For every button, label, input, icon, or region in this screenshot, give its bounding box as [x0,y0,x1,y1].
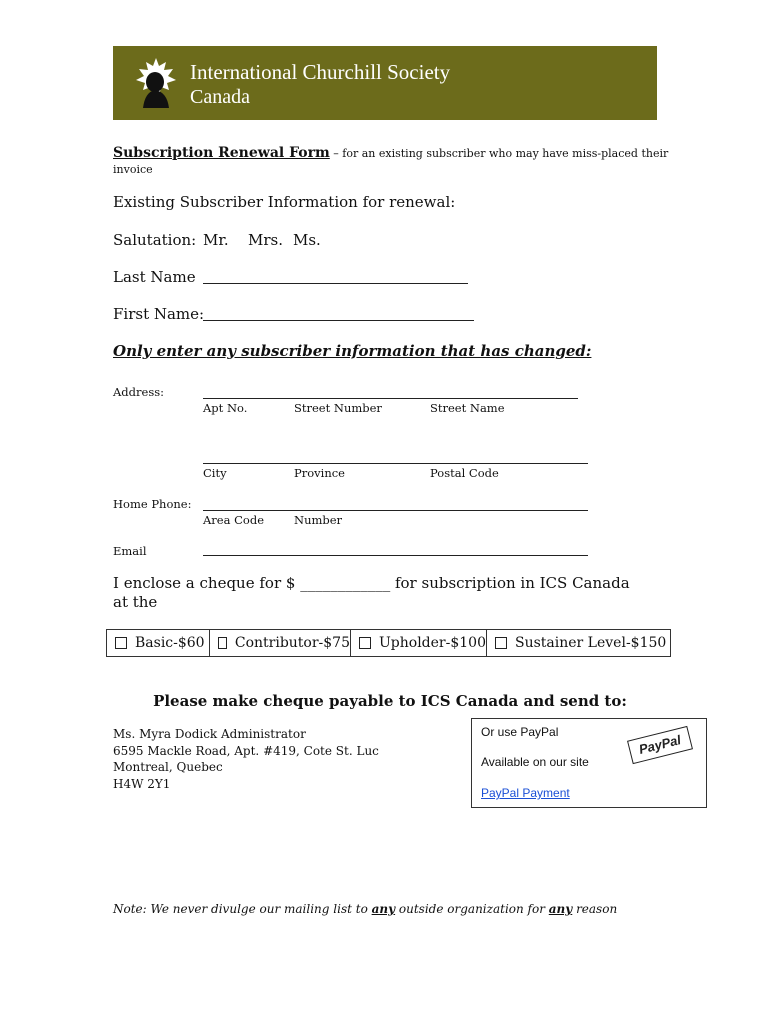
province-caption: Province [294,466,345,480]
privacy-note [113,902,617,916]
checkbox-icon[interactable] [495,637,507,649]
postal-code-caption: Postal Code [430,466,499,480]
level-basic-label: Basic-$60 [135,635,205,651]
checkbox-icon[interactable] [359,637,371,649]
phone-number-caption: Number [294,513,343,527]
checkbox-icon[interactable] [115,637,127,649]
address-line1-field[interactable] [203,398,578,399]
org-name-line2: Canada [190,86,250,108]
paypal-box [471,718,707,808]
org-name-line1: International Churchill Society [190,60,451,84]
level-contributor[interactable] [210,630,351,656]
note-text-1: Note: We never divulge our mailing list to [113,902,372,916]
level-sustainer-label: Sustainer Level-$150 [515,635,667,651]
email-field[interactable] [203,555,588,556]
salutation-ms[interactable]: Ms. [293,231,321,249]
form-title: Subscription Renewal Form [113,145,330,161]
address-line2-field[interactable] [203,463,588,464]
existing-heading: Existing Subscriber Information for renewal: [113,193,456,211]
address-line: Ms. Myra Dodick Administrator [113,727,306,741]
mailing-address [113,726,379,792]
note-any-2: any [548,902,573,916]
level-upholder[interactable] [351,630,487,656]
note-text-2: outside organization for [395,902,549,916]
apt-no-caption: Apt No. [203,401,248,415]
email-label: Email [113,544,147,558]
last-name-label: Last Name [113,268,196,286]
level-contributor-label: Contributor-$75 [234,635,350,651]
paypal-payment-link[interactable]: PayPal Payment [481,786,570,800]
address-line: H4W 2Y1 [113,776,171,791]
cheque-amount-field[interactable]: ____________ [300,574,391,592]
level-sustainer[interactable] [487,630,670,656]
city-caption: City [203,466,227,480]
note-text-3: reason [572,902,618,916]
form-title-block [113,145,673,178]
changed-info-heading: Only enter any subscriber information that has changed: [113,342,592,360]
checkbox-icon[interactable] [218,637,227,649]
paypal-logo-icon: PayPal [627,726,693,764]
first-name-label: First Name: [113,305,205,323]
level-basic[interactable] [107,630,210,656]
cheque-text-start: I enclose a cheque for $ [113,574,301,592]
note-any-1: any [371,902,396,916]
home-phone-field[interactable] [203,510,588,511]
street-number-caption: Street Number [294,401,382,415]
address-label: Address: [113,385,165,399]
cheque-text-end: for subscription in ICS Canada [390,574,630,592]
salutation-label: Salutation: [113,231,197,249]
first-name-field[interactable] [203,320,474,321]
payable-heading: Please make cheque payable to ICS Canada and send to: [153,692,627,710]
form-subtitle: – for an existing subscriber who may have miss-placed their invoice [113,147,669,176]
salutation-mrs[interactable]: Mrs. [248,231,283,249]
address-line: Montreal, Quebec [113,760,223,774]
paypal-line2: Available on our site [481,755,589,769]
level-upholder-label: Upholder-$100 [379,635,486,651]
area-code-caption: Area Code [203,513,265,527]
home-phone-label: Home Phone: [113,497,192,511]
churchill-silhouette-logo [133,56,179,110]
header-banner [113,46,657,120]
last-name-field[interactable] [203,283,468,284]
cheque-text-at-the: at the [113,593,158,611]
salutation-mr[interactable]: Mr. [203,231,229,249]
subscription-levels [106,629,671,657]
address-line: 6595 Mackle Road, Apt. #419, Cote St. Luc [113,743,379,758]
street-name-caption: Street Name [430,401,505,415]
cheque-sentence [113,574,630,592]
paypal-line1: Or use PayPal [481,725,559,739]
